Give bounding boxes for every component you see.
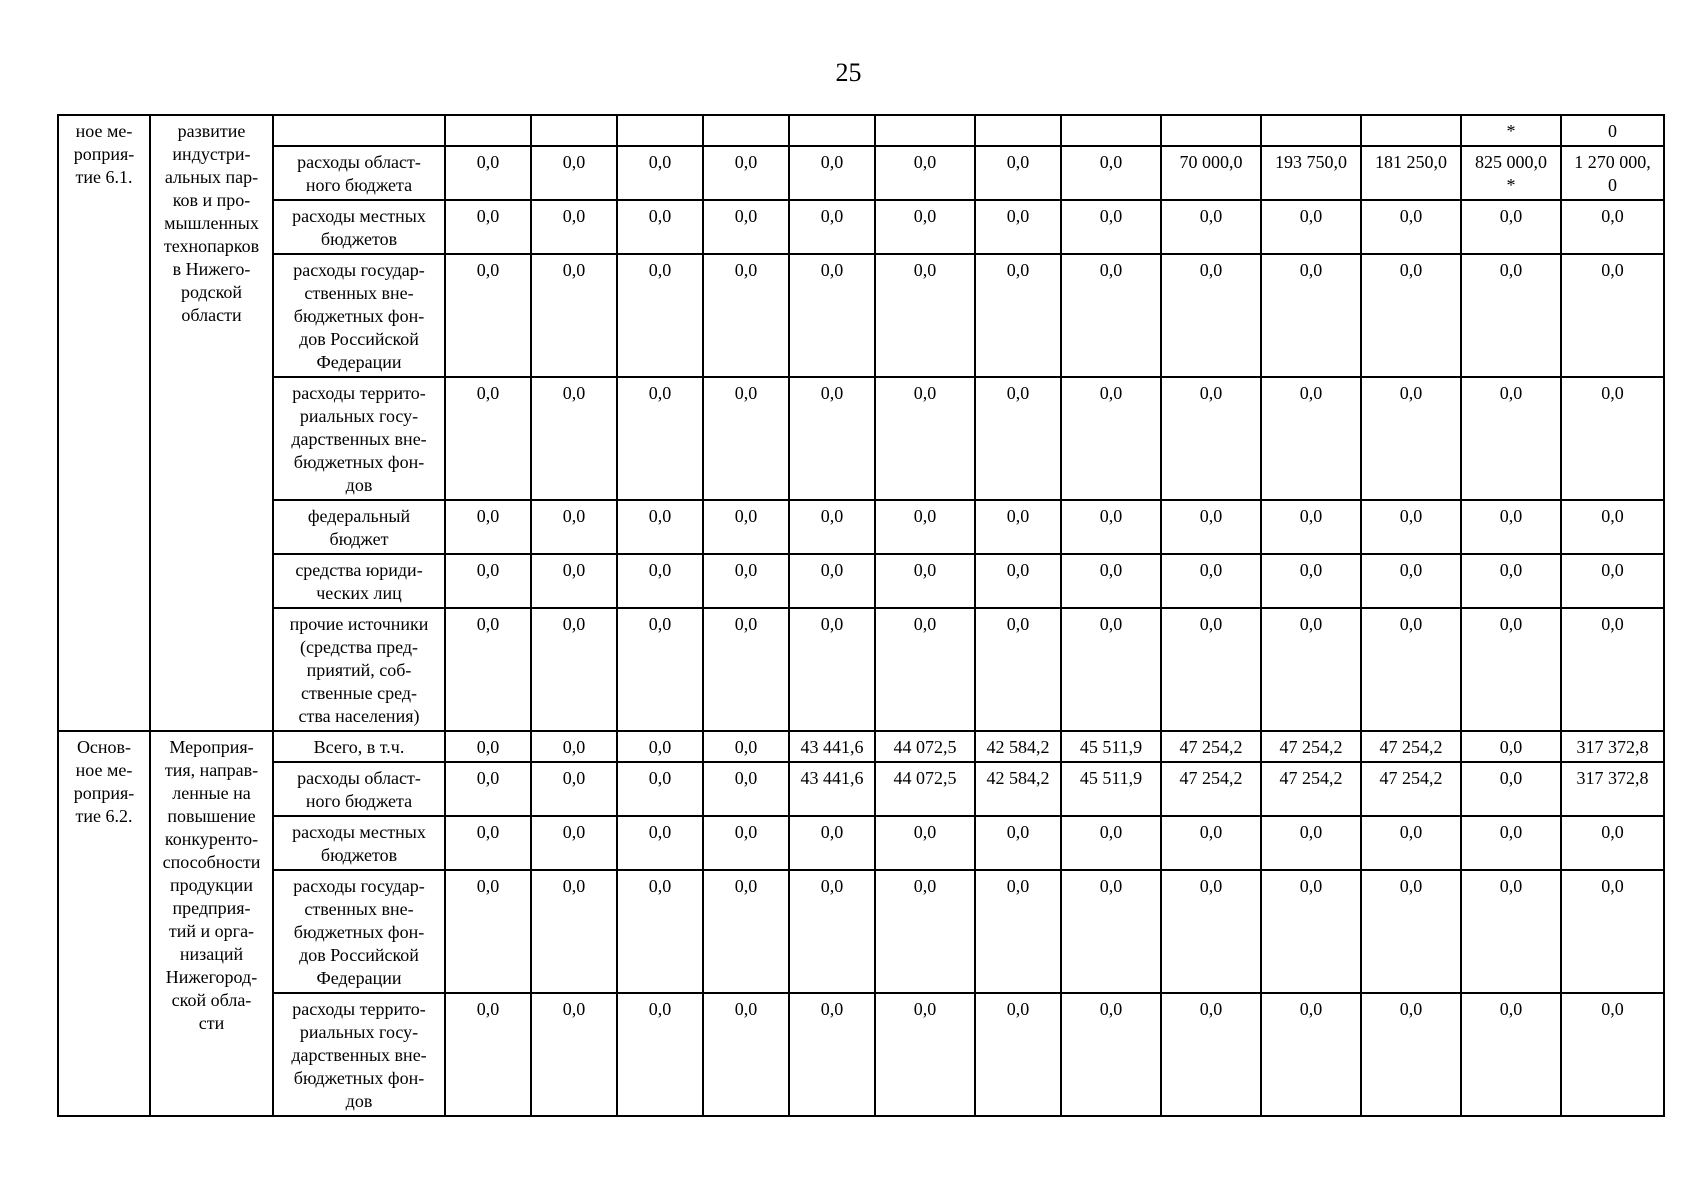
value-cell: 0,0 xyxy=(1361,500,1461,554)
value-cell: 0,0 xyxy=(617,146,703,200)
value-cell: 47 254,2 xyxy=(1361,762,1461,816)
value-cell: 47 254,2 xyxy=(1161,731,1261,762)
value-cell: 0,0 xyxy=(789,200,875,254)
value-cell: 0,0 xyxy=(617,608,703,731)
value-cell: 0,0 xyxy=(445,200,531,254)
value-cell: 0,0 xyxy=(1161,608,1261,731)
value-cell: 0,0 xyxy=(975,254,1061,377)
value-cell: 0,0 xyxy=(1261,554,1361,608)
value-cell: 0,0 xyxy=(789,816,875,870)
value-cell: 44 072,5 xyxy=(875,731,975,762)
value-cell xyxy=(1261,115,1361,146)
value-cell: 0,0 xyxy=(875,608,975,731)
value-cell: 0,0 xyxy=(531,608,617,731)
value-cell: 193 750,0 xyxy=(1261,146,1361,200)
table-row xyxy=(58,500,1664,554)
table-row xyxy=(58,377,1664,500)
value-cell: 0,0 xyxy=(1561,200,1664,254)
value-cell: 0,0 xyxy=(531,816,617,870)
value-cell: 0,0 xyxy=(1161,377,1261,500)
value-cell: 0,0 xyxy=(703,762,789,816)
funding-source-cell: федеральный бюджет xyxy=(273,500,445,554)
value-cell: 0,0 xyxy=(875,146,975,200)
value-cell: 0,0 xyxy=(1361,377,1461,500)
value-cell: 0,0 xyxy=(1361,816,1461,870)
value-cell: 0,0 xyxy=(1261,377,1361,500)
value-cell: 0,0 xyxy=(1561,377,1664,500)
table-row xyxy=(58,993,1664,1116)
funding-source-cell: средства юриди- ческих лиц xyxy=(273,554,445,608)
value-cell: 0,0 xyxy=(1061,146,1161,200)
value-cell: 0,0 xyxy=(445,608,531,731)
funding-source-cell: расходы област- ного бюджета xyxy=(273,146,445,200)
measure-name-cell: Мероприя- тия, направ- ленные на повышение конкуренто- способности продукции предприя- тий и орга- низаций Нижегород- ской обла- сти xyxy=(150,731,273,1116)
table-row xyxy=(58,115,1664,146)
value-cell: 0,0 xyxy=(1161,200,1261,254)
value-cell: 0,0 xyxy=(445,500,531,554)
funding-source-cell: расходы местных бюджетов xyxy=(273,816,445,870)
value-cell: 0,0 xyxy=(975,816,1061,870)
value-cell: 0,0 xyxy=(617,816,703,870)
value-cell: 0,0 xyxy=(1161,554,1261,608)
value-cell: 0,0 xyxy=(1561,993,1664,1116)
value-cell: 0,0 xyxy=(1561,554,1664,608)
value-cell: 0,0 xyxy=(531,731,617,762)
value-cell: 0,0 xyxy=(1061,816,1161,870)
value-cell: 0,0 xyxy=(1361,993,1461,1116)
value-cell: 0,0 xyxy=(975,200,1061,254)
value-cell: 0,0 xyxy=(531,377,617,500)
value-cell: 0,0 xyxy=(875,554,975,608)
value-cell xyxy=(1361,115,1461,146)
value-cell: 0,0 xyxy=(1061,608,1161,731)
value-cell: 0,0 xyxy=(703,993,789,1116)
value-cell: 0,0 xyxy=(875,500,975,554)
value-cell: 0,0 xyxy=(1561,816,1664,870)
value-cell: 0,0 xyxy=(703,816,789,870)
value-cell xyxy=(445,115,531,146)
value-cell: 0,0 xyxy=(617,993,703,1116)
value-cell: 317 372,8 xyxy=(1561,731,1664,762)
value-cell: 0,0 xyxy=(1461,377,1561,500)
value-cell: 0,0 xyxy=(703,377,789,500)
value-cell: 0,0 xyxy=(1061,200,1161,254)
value-cell: 0,0 xyxy=(703,500,789,554)
value-cell: 0,0 xyxy=(617,731,703,762)
value-cell: 0,0 xyxy=(617,762,703,816)
value-cell: 0,0 xyxy=(789,993,875,1116)
value-cell: 0,0 xyxy=(875,993,975,1116)
value-cell: 0,0 xyxy=(1161,500,1261,554)
table-row xyxy=(58,762,1664,816)
value-cell: 0,0 xyxy=(789,146,875,200)
value-cell: 0,0 xyxy=(975,377,1061,500)
funding-source-cell: расходы государ- ственных вне- бюджетных фон- дов Российской Федерации xyxy=(273,254,445,377)
value-cell: 0,0 xyxy=(789,554,875,608)
funding-source-cell: расходы местных бюджетов xyxy=(273,200,445,254)
value-cell: 0,0 xyxy=(1361,254,1461,377)
value-cell: 47 254,2 xyxy=(1161,762,1261,816)
table-row xyxy=(58,146,1664,200)
value-cell: 0,0 xyxy=(1161,816,1261,870)
funding-source-cell: расходы област- ного бюджета xyxy=(273,762,445,816)
value-cell: 0,0 xyxy=(1461,816,1561,870)
value-cell: 0,0 xyxy=(445,993,531,1116)
value-cell: 0,0 xyxy=(531,554,617,608)
value-cell: 0,0 xyxy=(531,870,617,993)
value-cell xyxy=(531,115,617,146)
table-row xyxy=(58,608,1664,731)
table-row xyxy=(58,816,1664,870)
value-cell: 0,0 xyxy=(1461,254,1561,377)
value-cell: 0,0 xyxy=(445,731,531,762)
table-row xyxy=(58,200,1664,254)
value-cell: 0,0 xyxy=(875,816,975,870)
value-cell: 0,0 xyxy=(1161,254,1261,377)
value-cell: 0,0 xyxy=(875,870,975,993)
measure-name-cell: развитие индустри- альных пар- ков и про- мышленных технопарков в Нижего- родской области xyxy=(150,115,273,731)
value-cell: 0,0 xyxy=(445,146,531,200)
funding-source-cell: Всего, в т.ч. xyxy=(273,731,445,762)
value-cell: 0,0 xyxy=(703,870,789,993)
value-cell: 43 441,6 xyxy=(789,762,875,816)
value-cell: 0,0 xyxy=(1161,870,1261,993)
value-cell: 0,0 xyxy=(531,146,617,200)
value-cell: 0,0 xyxy=(1261,870,1361,993)
value-cell: 0,0 xyxy=(703,254,789,377)
value-cell: 43 441,6 xyxy=(789,731,875,762)
value-cell: 0,0 xyxy=(703,200,789,254)
value-cell: 0,0 xyxy=(1361,200,1461,254)
table-row xyxy=(58,254,1664,377)
value-cell: 0,0 xyxy=(445,870,531,993)
value-cell xyxy=(1061,115,1161,146)
value-cell: 44 072,5 xyxy=(875,762,975,816)
value-cell: 0,0 xyxy=(617,254,703,377)
value-cell: 45 511,9 xyxy=(1061,731,1161,762)
value-cell: 47 254,2 xyxy=(1361,731,1461,762)
value-cell: 0,0 xyxy=(617,200,703,254)
value-cell: 0,0 xyxy=(617,554,703,608)
value-cell: 0,0 xyxy=(975,500,1061,554)
value-cell: 0,0 xyxy=(975,993,1061,1116)
value-cell: 181 250,0 xyxy=(1361,146,1461,200)
value-cell: 0,0 xyxy=(1461,608,1561,731)
value-cell: 0,0 xyxy=(789,254,875,377)
value-cell xyxy=(789,115,875,146)
value-cell: 0,0 xyxy=(1261,993,1361,1116)
value-cell: 0,0 xyxy=(1061,254,1161,377)
value-cell: 0,0 xyxy=(1361,554,1461,608)
value-cell: 1 270 000, 0 xyxy=(1561,146,1664,200)
funding-source-cell: прочие источники (средства пред- приятий, соб- ственные сред- ства населения) xyxy=(273,608,445,731)
value-cell: 0,0 xyxy=(1061,554,1161,608)
value-cell: 0,0 xyxy=(445,762,531,816)
funding-source-cell xyxy=(273,115,445,146)
value-cell: 0,0 xyxy=(531,500,617,554)
value-cell: 0,0 xyxy=(1461,762,1561,816)
value-cell: 0,0 xyxy=(875,377,975,500)
value-cell xyxy=(875,115,975,146)
value-cell: 0,0 xyxy=(1561,254,1664,377)
value-cell: 0,0 xyxy=(1261,254,1361,377)
value-cell: 0,0 xyxy=(531,254,617,377)
measure-code-cell: Основ- ное ме- роприя- тие 6.2. xyxy=(58,731,150,1116)
value-cell: 0,0 xyxy=(445,254,531,377)
value-cell: 0,0 xyxy=(617,377,703,500)
value-cell: 0,0 xyxy=(703,608,789,731)
value-cell: 0,0 xyxy=(1461,554,1561,608)
value-cell: 0,0 xyxy=(1561,608,1664,731)
value-cell: 0,0 xyxy=(789,870,875,993)
funding-source-cell: расходы террито- риальных госу- дарственных вне- бюджетных фон- дов xyxy=(273,993,445,1116)
value-cell: 42 584,2 xyxy=(975,762,1061,816)
value-cell: 0,0 xyxy=(1461,731,1561,762)
value-cell: 0,0 xyxy=(1261,500,1361,554)
value-cell: 47 254,2 xyxy=(1261,731,1361,762)
value-cell xyxy=(703,115,789,146)
value-cell: 0,0 xyxy=(875,200,975,254)
value-cell: 0,0 xyxy=(1461,500,1561,554)
value-cell: 0,0 xyxy=(1061,993,1161,1116)
value-cell: 0,0 xyxy=(1361,870,1461,993)
value-cell: 0,0 xyxy=(445,554,531,608)
value-cell: 0,0 xyxy=(875,254,975,377)
value-cell: 0,0 xyxy=(1161,993,1261,1116)
value-cell: 0,0 xyxy=(703,554,789,608)
value-cell: 70 000,0 xyxy=(1161,146,1261,200)
value-cell: 0,0 xyxy=(1561,870,1664,993)
value-cell: 825 000,0 * xyxy=(1461,146,1561,200)
value-cell: 0,0 xyxy=(445,816,531,870)
value-cell: 0,0 xyxy=(1461,200,1561,254)
measure-code-cell: ное ме- роприя- тие 6.1. xyxy=(58,115,150,731)
value-cell: 0,0 xyxy=(1061,500,1161,554)
value-cell: 0,0 xyxy=(789,377,875,500)
table-row xyxy=(58,870,1664,993)
page-number: 25 xyxy=(835,58,862,87)
value-cell: 0,0 xyxy=(975,146,1061,200)
value-cell: 0,0 xyxy=(975,608,1061,731)
value-cell: 0,0 xyxy=(445,377,531,500)
funding-source-cell: расходы государ- ственных вне- бюджетных фон- дов Российской Федерации xyxy=(273,870,445,993)
value-cell xyxy=(975,115,1061,146)
value-cell: 0,0 xyxy=(1461,993,1561,1116)
value-cell: * xyxy=(1461,115,1561,146)
value-cell xyxy=(1161,115,1261,146)
value-cell: 0,0 xyxy=(975,554,1061,608)
value-cell: 0,0 xyxy=(1061,377,1161,500)
value-cell: 0,0 xyxy=(703,146,789,200)
value-cell: 0,0 xyxy=(703,731,789,762)
value-cell: 0,0 xyxy=(1461,870,1561,993)
table-row xyxy=(58,554,1664,608)
value-cell: 0,0 xyxy=(789,500,875,554)
value-cell: 42 584,2 xyxy=(975,731,1061,762)
value-cell: 0,0 xyxy=(531,762,617,816)
value-cell: 45 511,9 xyxy=(1061,762,1161,816)
table-row xyxy=(58,731,1664,762)
value-cell: 317 372,8 xyxy=(1561,762,1664,816)
value-cell: 0,0 xyxy=(1261,200,1361,254)
value-cell: 0,0 xyxy=(617,500,703,554)
value-cell: 0,0 xyxy=(617,870,703,993)
value-cell: 0,0 xyxy=(531,200,617,254)
budget-table xyxy=(57,114,1665,1117)
value-cell: 0,0 xyxy=(1561,500,1664,554)
value-cell: 0,0 xyxy=(1061,870,1161,993)
value-cell: 0,0 xyxy=(531,993,617,1116)
value-cell: 0,0 xyxy=(1361,608,1461,731)
value-cell: 0,0 xyxy=(1261,608,1361,731)
value-cell: 0,0 xyxy=(1261,816,1361,870)
value-cell: 0,0 xyxy=(789,608,875,731)
value-cell: 47 254,2 xyxy=(1261,762,1361,816)
value-cell: 0,0 xyxy=(975,870,1061,993)
value-cell xyxy=(617,115,703,146)
value-cell: 0 xyxy=(1561,115,1664,146)
funding-source-cell: расходы террито- риальных госу- дарственных вне- бюджетных фон- дов xyxy=(273,377,445,500)
